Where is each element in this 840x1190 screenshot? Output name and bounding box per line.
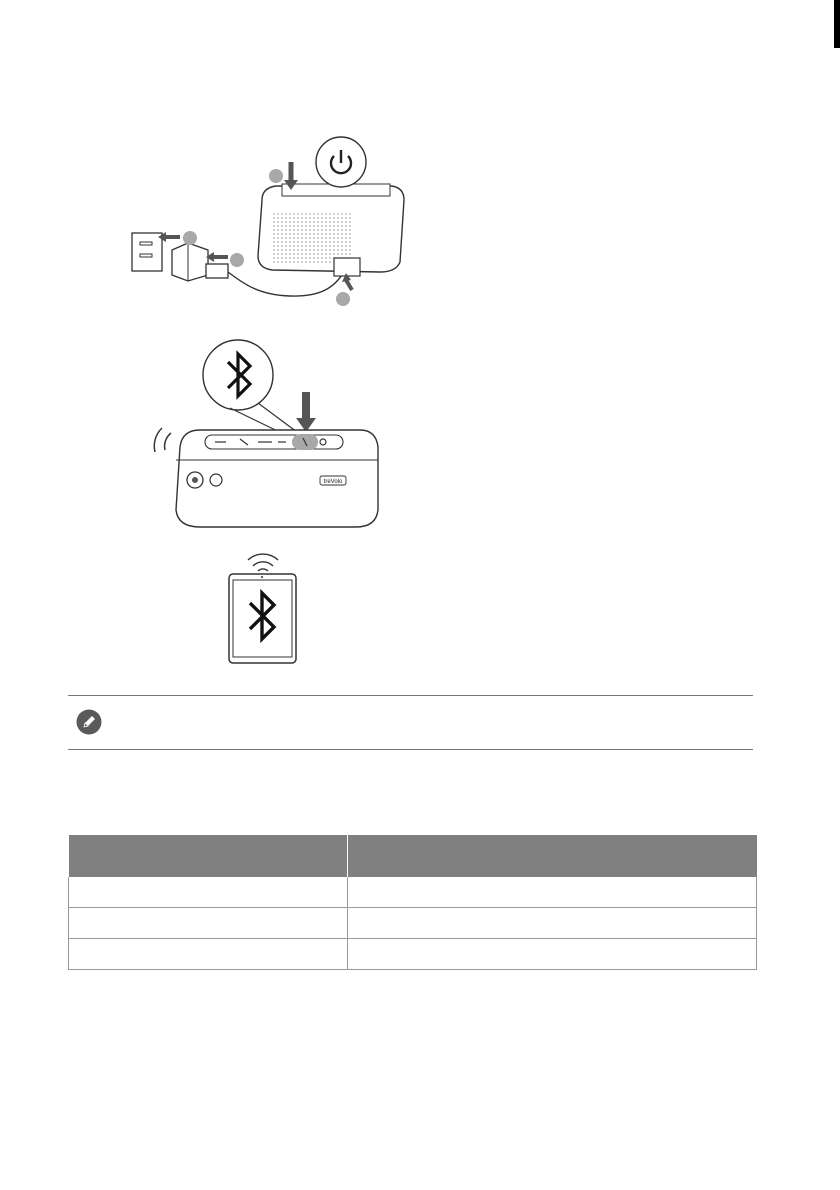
table-row (69, 939, 757, 970)
table-row (69, 877, 757, 908)
table-cell (348, 939, 757, 970)
note-box (68, 695, 753, 750)
table-cell (69, 877, 348, 908)
table-cell (69, 908, 348, 939)
table-cell (348, 908, 757, 939)
page-edge-marker (834, 0, 840, 48)
step-marker-2 (183, 231, 197, 245)
table-header-cell (69, 835, 348, 877)
charging-setup-illustration (110, 130, 410, 310)
table-header-cell (348, 835, 757, 877)
spec-table (68, 835, 757, 970)
tablet-illustration (225, 545, 300, 665)
brand-logo: treVolo (323, 479, 343, 485)
step-marker-4 (336, 292, 350, 306)
table-cell (69, 939, 348, 970)
table-header-row (69, 835, 757, 877)
step-marker-3 (230, 253, 244, 267)
pencil-icon (76, 709, 102, 735)
table-cell (348, 877, 757, 908)
table-row (69, 908, 757, 939)
speaker-pairing-illustration (145, 330, 390, 535)
step-marker-1 (269, 169, 283, 183)
